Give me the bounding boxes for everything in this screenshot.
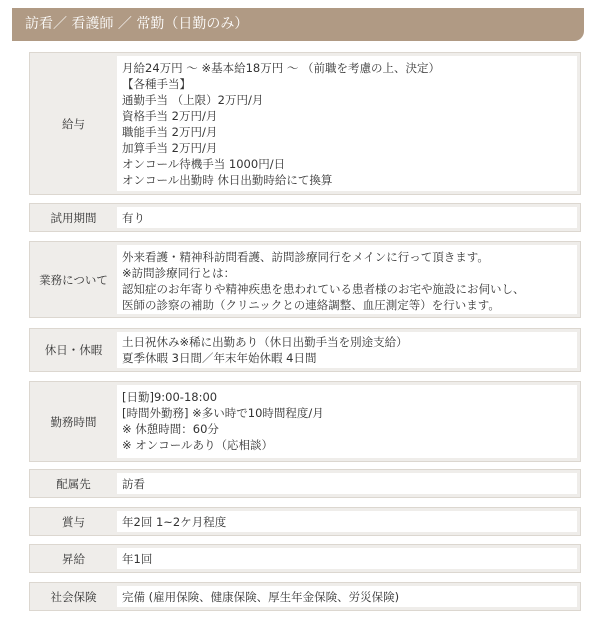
row-value [117, 332, 577, 368]
row-holidays [29, 328, 581, 372]
value-line: 訪看 [122, 476, 145, 491]
row-value [117, 56, 577, 191]
row-label: 業務について [39, 272, 108, 287]
row-label: 休日・休暇 [44, 343, 103, 357]
row-working-hours [29, 381, 581, 462]
value-line: 有り [122, 210, 145, 225]
row-value [117, 385, 577, 458]
row-label: 給与 [62, 116, 85, 131]
section-header [12, 8, 584, 41]
row-duties [29, 241, 581, 318]
row-bonus [29, 507, 581, 536]
row-value [117, 473, 577, 494]
value-line: 職能手当 2万円/月 [122, 125, 218, 139]
row-label: 配属先 [56, 476, 91, 491]
row-label: 社会保険 [50, 589, 97, 604]
value-line: オンコール出勤時 休日出勤時給にて換算 [122, 173, 333, 187]
value-line: 通勤手当 （上限）2万円/月 [122, 93, 264, 107]
value-line: 年2回 1~2ケ月程度 [122, 514, 227, 529]
row-probation [29, 203, 581, 232]
row-label: 賞与 [62, 514, 85, 529]
row-label: 試用期間 [50, 210, 97, 225]
value-line: 土日祝休み※稀に出勤あり（休日出勤手当を別途支給） [122, 335, 408, 349]
row-value [117, 586, 577, 607]
row-assignment [29, 469, 581, 498]
section-title: 訪看／ 看護師 ／ 常勤（日勤のみ） [25, 16, 249, 32]
value-line: [日勤]9:00-18:00 [122, 390, 218, 404]
row-social-insurance [29, 582, 581, 611]
value-line: 年1回 [122, 551, 153, 566]
value-line: 認知症のお年寄りや精神疾患を患われている患者様のお宅や施設にお伺いし、 [122, 282, 525, 296]
row-value [117, 207, 577, 228]
value-line: ※ 休憩時間：60分 [122, 422, 219, 436]
value-line: [時間外勤務] ※多い時で10時間程度/月 [122, 406, 324, 420]
row-raise [29, 544, 581, 573]
row-salary [29, 52, 581, 195]
value-line: ※ オンコールあり（応相談） [122, 438, 274, 452]
value-line: オンコール待機手当 1000円/日 [122, 157, 286, 171]
value-line: 夏季休暇 3日間／年末年始休暇 4日間 [122, 351, 317, 365]
row-label: 勤務時間 [50, 414, 97, 429]
row-value [117, 548, 577, 569]
row-value [117, 511, 577, 532]
row-value [117, 245, 577, 314]
value-line: 資格手当 2万円/月 [122, 109, 218, 123]
value-line: 月給24万円 ～ ※基本給18万円 ～ （前職を考慮の上、決定） [122, 61, 441, 75]
value-line: 医師の診察の補助（クリニックとの連絡調整、血圧測定等）を行います。 [122, 298, 500, 312]
value-line: 【各種手当】 [122, 77, 191, 91]
value-line: 加算手当 2万円/月 [122, 141, 218, 155]
value-line: ※訪問診療同行とは： [122, 266, 236, 280]
row-label: 昇給 [62, 551, 85, 566]
value-line: 外来看護・精神科訪問看護、訪問診療同行をメインに行って頂きます。 [122, 250, 489, 264]
value-line: 完備 (雇用保険、健康保険、厚生年金保険、労災保険) [122, 589, 400, 604]
